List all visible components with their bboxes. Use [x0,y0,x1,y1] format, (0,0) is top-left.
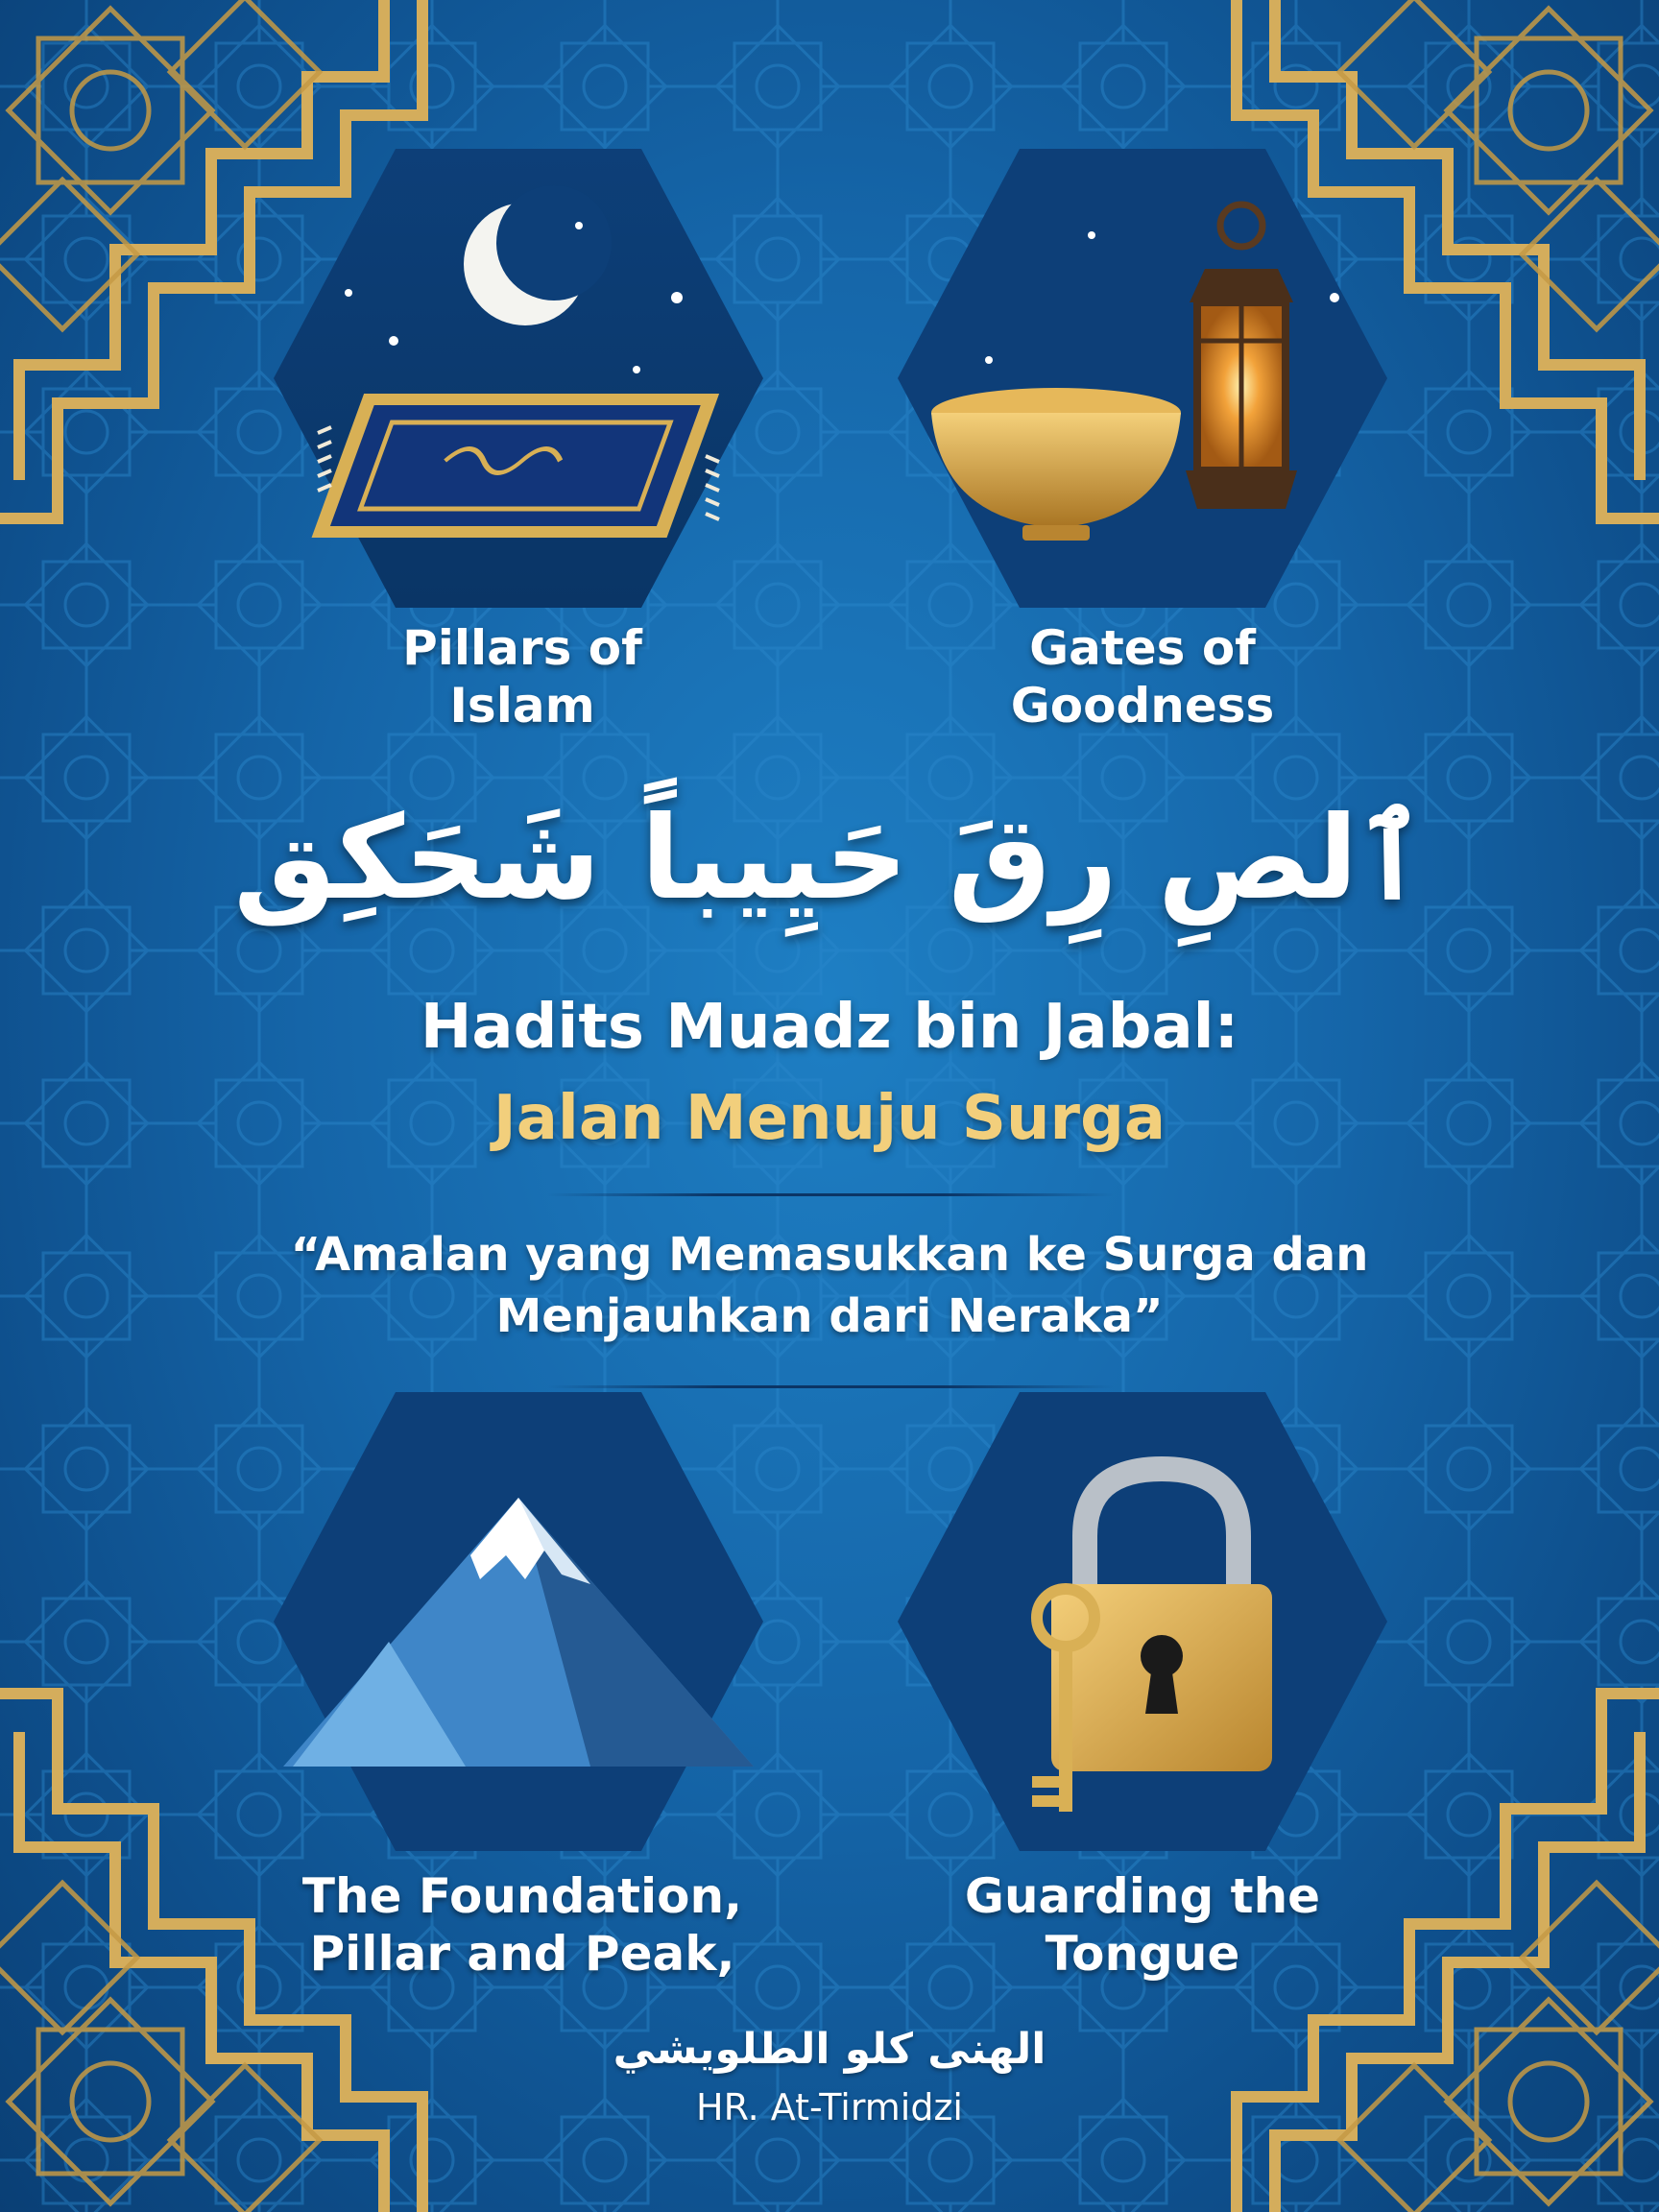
quote [250,1224,1409,1347]
tile-label-line1: Pillars of [402,620,642,676]
padlock-key-icon [898,1392,1387,1851]
tile-label-line2: Goodness [1010,678,1275,733]
divider-bottom [547,1385,1114,1388]
tile-label-pillars-of-islam [253,619,791,734]
tile-label-line1: The Foundation, [301,1868,743,1924]
tile-label-gates-of-goodness [874,619,1411,734]
page-title: Hadits Muadz bin Jabal: [420,992,1239,1063]
tile-foundation-pillar-peak [274,1392,763,1851]
tile-gates-of-goodness [898,149,1387,608]
page-subtitle: Jalan Menuju Surga [493,1083,1166,1154]
arabic-title: ٱلصِ رِقَ حَيِيباً شَحَكِق [233,792,1426,926]
quote-line1: “Amalan yang Memasukkan ke Surga dan [290,1228,1369,1282]
quote-line2: Menjauhkan dari Neraka” [495,1289,1164,1343]
prayer-mat-moon-icon [274,149,763,608]
source-citation: HR. At-Tirmidzi [696,2086,963,2128]
tile-label-line2: Tongue [1045,1926,1240,1982]
tile-guarding-the-tongue [898,1392,1387,1851]
tile-label-foundation-pillar-peak [253,1867,791,1983]
source-arabic: الهنى كلو الطلويشي [613,2025,1046,2074]
tile-label-guarding-the-tongue [874,1867,1411,1983]
tile-label-line2: Islam [449,678,595,733]
bowl-lantern-icon [898,149,1387,608]
tile-label-line1: Gates of [1029,620,1256,676]
divider-top [547,1193,1114,1196]
mountain-icon [274,1392,763,1851]
tile-pillars-of-islam [274,149,763,608]
tile-label-line2: Pillar and Peak, [309,1926,735,1982]
tile-label-line1: Guarding the [964,1868,1321,1924]
